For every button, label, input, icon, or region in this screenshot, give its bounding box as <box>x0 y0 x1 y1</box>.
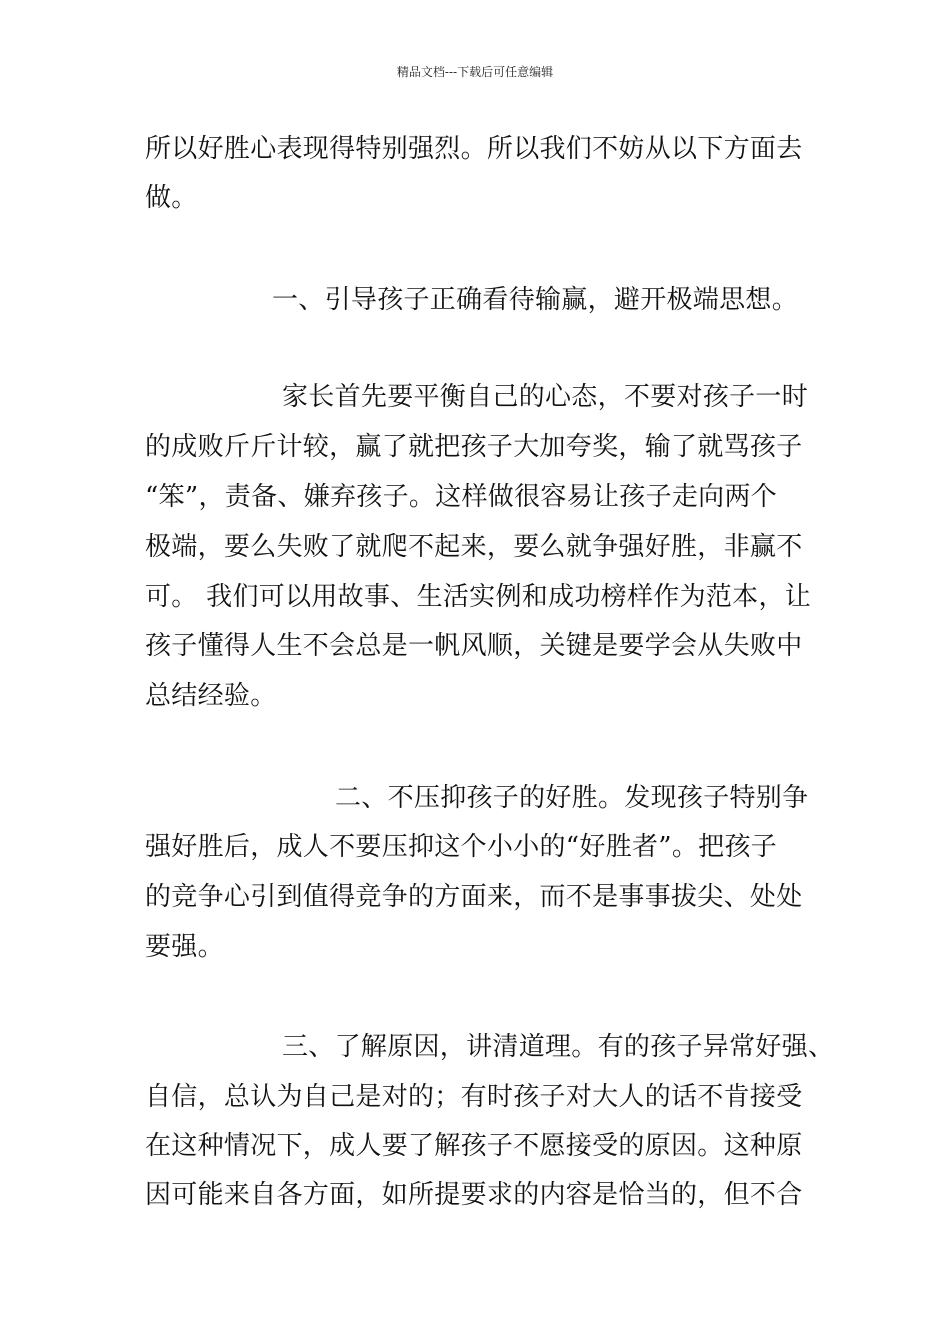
section-heading-3: 三、了解原因，讲清道理。有的孩子异常好强、 <box>282 1032 835 1062</box>
section-heading-2: 二、不压抑孩子的好胜。发现孩子特别争 <box>335 783 809 813</box>
text-line: 要强。 <box>145 932 224 962</box>
text-line: 家长首先要平衡自己的心态，不要对孩子一时 <box>282 382 809 412</box>
page-header: 精品文档---下载后可任意编辑 <box>396 65 554 79</box>
section-heading-1: 一、引导孩子正确看待输赢，避开极端思想。 <box>272 285 799 315</box>
text-line: 自信，总认为自己是对的；有时孩子对大人的话不肯接受 <box>145 1082 803 1112</box>
text-line: 因可能来自各方面，如所提要求的内容是恰当的，但不合 <box>145 1180 803 1210</box>
text-line: 的竞争心引到值得竞争的方面来，而不是事事拔尖、处处 <box>145 882 803 912</box>
text-line: 可。 我们可以用故事、生活实例和成功榜样作为范本，让 <box>145 582 812 612</box>
text-line: 总结经验。 <box>145 681 277 711</box>
text-line: 的成败斤斤计较，赢了就把孩子大加夸奖，输了就骂孩子 <box>145 432 803 462</box>
text-line: 做。 <box>145 183 198 213</box>
text-line: 在这种情况下，成人要了解孩子不愿接受的原因。这种原 <box>145 1131 803 1161</box>
text-line: 孩子懂得人生不会总是一帆风顺，关键是要学会从失败中 <box>145 631 803 661</box>
text-line: 所以好胜心表现得特别强烈。所以我们不妨从以下方面去 <box>145 134 803 164</box>
text-line: 极端，要么失败了就爬不起来，要么就争强好胜，非赢不 <box>145 532 803 562</box>
text-line: 强好胜后，成人不要压抑这个小小的“好胜者”。把孩子 <box>145 832 778 862</box>
text-line: “笨”，责备、嫌弃孩子。这样做很容易让孩子走向两个 <box>145 482 778 512</box>
